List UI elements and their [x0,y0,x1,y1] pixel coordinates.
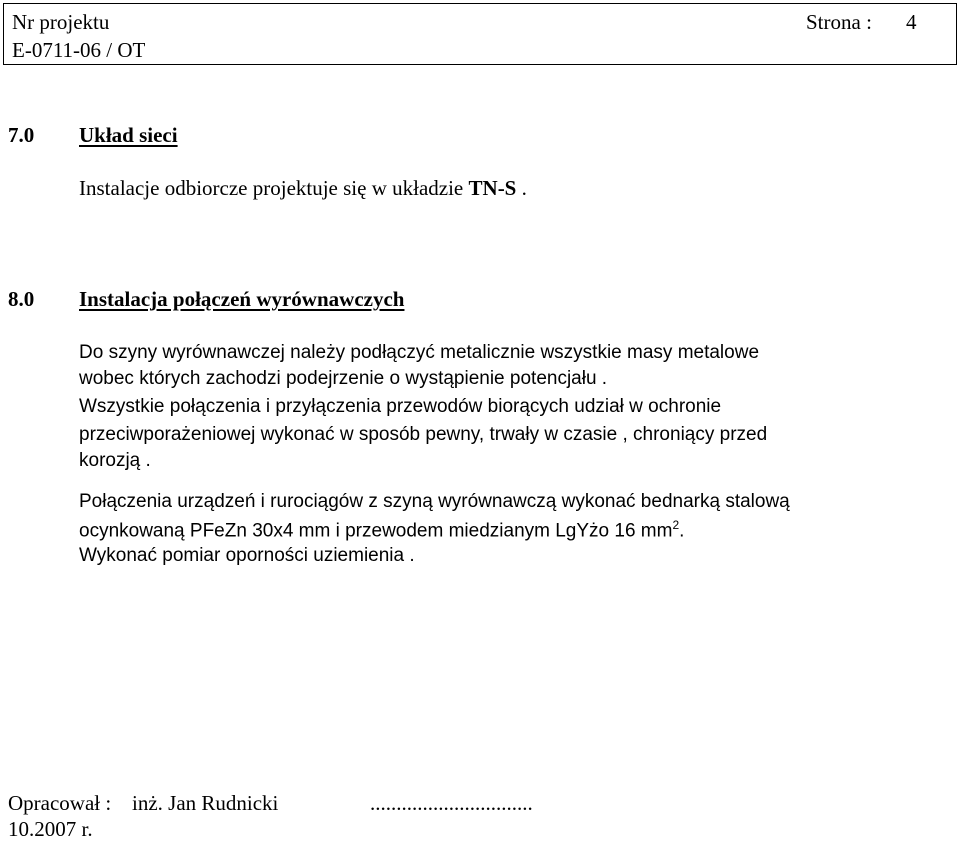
paragraph2-line3: korozją . [79,450,151,471]
section7-title-wrap [79,123,178,148]
section8-title: Instalacja połączeń wyrównawczych [79,287,405,311]
author-name: inż. Jan Rudnicki [132,791,279,815]
signature-line: ............................... [370,791,533,815]
paragraph3-line2-text: ocynkowaną PFeZn 30x4 mm i przewodem miedzianym LgYżo 16 mm [79,520,673,542]
paragraph2-line1: Wszystkie połączenia i przyłączenia przewodów biorących udział w ochronie [79,396,722,417]
page-number: 4 [906,10,917,34]
paragraph4-line1: Wykonać pomiar oporności uziemienia . [79,545,415,566]
paragraph1-line1: Do szyny wyrównawczej należy podłączyć metalicznie wszystkie masy metalowe [79,342,760,363]
document-date: 10.2007 r. [8,817,93,841]
page-label: Strona : [806,10,872,34]
network-type: TN-S [468,176,517,200]
section7-text [79,176,527,201]
square-superscript: 2 [672,518,680,532]
paragraph3-line2-end: . [679,520,685,542]
paragraph3-line1: Połączenia urządzeń i rurociągów z szyną wyrównawczą wykonać bednarką stalową [79,491,790,512]
paragraph2-line2: przeciwporażeniowej wykonać w sposób pewny, trwały w czasie , chroniący przed [79,424,768,445]
paragraph1-line2: wobec których zachodzi podejrzenie o wystąpienie potencjału . [79,368,608,389]
paragraph3-line2 [79,518,684,542]
section8-number: 8.0 [8,287,35,311]
section7-text-suffix: . [521,176,527,200]
project-number: E-0711-06 / OT [12,38,146,62]
section7-title: Układ sieci [79,123,178,147]
section7-number: 7.0 [8,123,35,147]
project-label: Nr projektu [12,10,110,34]
section7-text-prefix: Instalacje odbiorcze projektuje się w układzie [79,176,464,200]
prepared-label: Opracował : [8,791,112,815]
section8-title-wrap [79,287,404,312]
